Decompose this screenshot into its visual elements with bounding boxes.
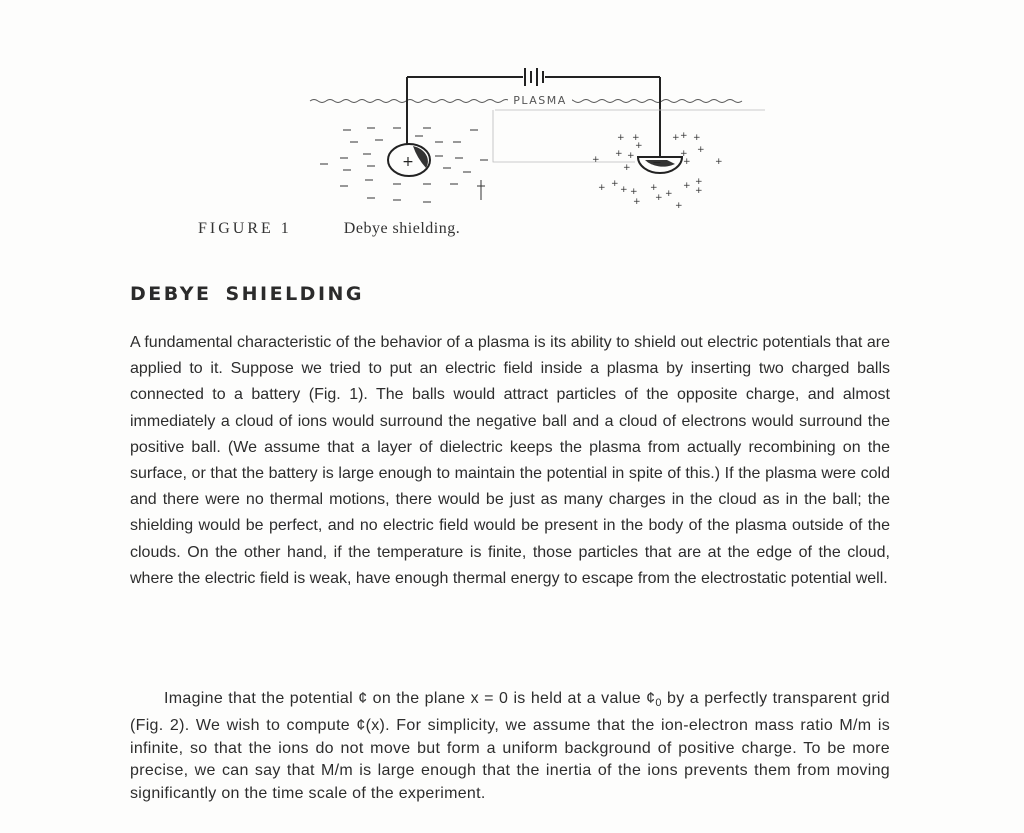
svg-text:+: + [623,163,631,173]
svg-text:+: + [655,193,663,203]
svg-text:+: + [620,185,628,195]
battery-gap [523,68,545,86]
paragraph-2-part-2: by a perfectly transparent grid (Fig. 2). We wish to compute ¢(x). For simplicity, we assume that the ion-electron mass ratio M/m is infinite, so that the ions do not move but form a uniform background of positive charge. To be more precise, we can say that M/m is large enough that the inertia of the ions prevents them from moving significantly on the time scale of the experiment. [130,690,890,803]
section-heading [130,283,364,305]
svg-text:+: + [630,187,638,197]
positive-ball-symbol: + [402,154,414,170]
svg-text:+: + [693,133,701,143]
figure-diagram [305,60,765,215]
svg-text:+: + [683,181,691,191]
svg-text:+: + [617,133,625,143]
svg-text:+: + [665,189,673,199]
plasma-label: PLASMA [513,94,567,107]
svg-text:+: + [680,131,688,141]
svg-text:+: + [680,149,688,159]
svg-text:+: + [715,157,723,167]
debye-shielding-figure [305,60,765,215]
section-heading-word-1: DEBYE [130,283,212,305]
paragraph-2-subscript: 0 [655,697,662,709]
svg-text:+: + [697,145,705,155]
paragraph-1: A fundamental characteristic of the behavior of a plasma is its ability to shield out electric potentials that are applied to it. Suppose we tried to put an electric field inside a plasma by inserting two charged balls connected to a battery (Fig. 1). The balls would attract particles of the opposite charge, and almost immediately a cloud of ions would surround the negative ball and a cloud of electrons would surround the positive ball. (We assume that a layer of dielectric keeps the plasma from actually recombining on the surface, or that the battery is large enough to maintain the potential in spite of this.) If the plasma were cold and there were no thermal motions, there would be just as many charges in the cloud as in the ball; the shielding would be perfect, and no electric field would be present in the body of the plasma outside of the clouds. On the other hand, if the temperature is finite, those particles that are at the edge of the cloud, where the electric field is weak, have enough thermal energy to escape from the electrostatic potential well. [130,334,890,587]
svg-text:+: + [592,155,600,165]
svg-text:+: + [635,141,643,151]
figure-caption [198,220,460,238]
section-heading-word-2: SHIELDING [225,283,365,305]
svg-text:+: + [611,179,619,189]
svg-text:+: + [672,133,680,143]
svg-text:+: + [598,183,606,193]
svg-text:+: + [683,157,691,167]
svg-text:+: + [695,177,703,187]
svg-text:+: + [650,183,658,193]
figure-caption-text: Debye shielding. [343,220,461,237]
svg-text:+: + [633,197,641,207]
svg-text:+: + [675,201,683,211]
svg-text:+: + [632,133,640,143]
svg-text:+: + [627,151,635,161]
paragraph-2-part-1: Imagine that the potential ¢ on the plane x = 0 is held at a value ¢ [164,690,656,707]
paragraph-2 [130,688,890,806]
svg-text:+: + [695,186,703,196]
figure-label: FIGURE 1 [198,220,292,237]
svg-text:+: + [615,149,623,159]
negative-ball-symbol: − [652,156,662,169]
